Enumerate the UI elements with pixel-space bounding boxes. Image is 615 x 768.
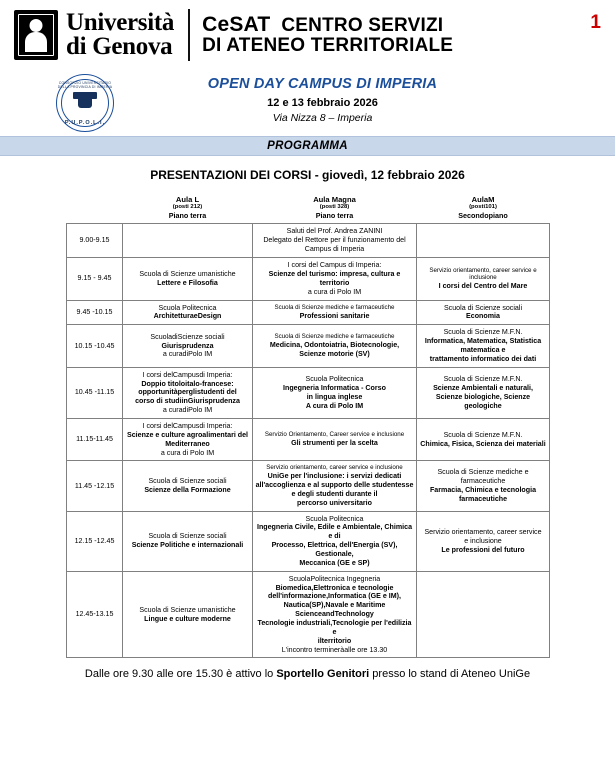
pupoli-ring-text: CONSORZIO UNIVERSITARIO DELLA PROVINCIA DI IMPERIA — [57, 81, 113, 89]
session-line: a curadiPolo IM — [162, 406, 213, 415]
session-line: Economia — [466, 312, 500, 321]
cesat-abbr: CeSAT — [202, 13, 271, 36]
time-slot: 9.15 - 9.45 — [67, 258, 123, 300]
session-line: matematica e — [460, 345, 506, 354]
session-line: Scienze Politiche e internazionali — [131, 541, 244, 550]
university-name-line1: Università — [66, 8, 175, 36]
session-line: ArchitetturaeDesign — [153, 312, 222, 321]
time-slot: 10.45 -11.15 — [67, 367, 123, 418]
divider — [188, 9, 190, 61]
session-aula-l — [123, 367, 253, 418]
session-line: Campus di Imperia — [304, 245, 365, 254]
session-aula-l — [123, 511, 253, 571]
session-aula-magna — [253, 418, 417, 460]
session-aula-m — [417, 325, 550, 367]
session-line: UniGe per l'inclusione: i servizi dedicati — [267, 472, 402, 481]
session-line: Scienze e culture agroalimentari del — [126, 430, 249, 439]
session-aula-m — [417, 224, 550, 258]
session-line: Meccanica (GE e SP) — [299, 558, 370, 567]
session-aula-m — [417, 511, 550, 571]
session-aula-l — [123, 224, 253, 258]
room-name: AulaM — [471, 195, 495, 204]
session-line: ScienceandTechnology — [295, 610, 374, 619]
time-slot: 12.15 -12.45 — [67, 511, 123, 571]
session-aula-magna — [253, 367, 417, 418]
session-line: Farmacia, Chimica e tecnologia — [429, 485, 537, 494]
session-line: Lingue e culture moderne — [144, 614, 231, 623]
room-floor: Piano terra — [168, 211, 207, 221]
session-line: a cura di Polo IM — [160, 448, 215, 457]
session-line: Scuola Politecnica — [305, 375, 364, 384]
time-slot: 9.00-9.15 — [67, 224, 123, 258]
session-line: Ingegneria Informatica - Corso — [283, 383, 386, 392]
session-aula-magna — [253, 571, 417, 658]
pupoli-seal-icon — [56, 74, 114, 132]
table-row — [67, 511, 550, 571]
programma-banner — [0, 136, 615, 156]
session-aula-m — [417, 571, 550, 658]
session-aula-m — [417, 300, 550, 325]
session-line: Informatica, Matematica, Statistica — [424, 337, 542, 346]
session-line: I corsi del Campus di Imperia: — [287, 261, 382, 270]
session-line: Scuola Politecnica — [158, 303, 217, 312]
session-line: Servizio orientamento, career service — [424, 527, 542, 536]
session-line: I corsi delCampusdi Imperia: — [142, 421, 233, 430]
session-line: a cura di Polo IM — [307, 287, 362, 296]
session-line: Doppio titoloitalo-francese: — [141, 379, 234, 388]
time-slot: 11.15-11.45 — [67, 418, 123, 460]
session-aula-magna — [253, 325, 417, 367]
session-line: Servizio Orientamento, Career service e inclusione — [264, 431, 405, 439]
session-aula-magna — [253, 511, 417, 571]
table-row — [67, 325, 550, 367]
session-line: ilterritorio — [317, 636, 352, 645]
session-aula-m — [417, 367, 550, 418]
room-name: Aula L — [175, 195, 200, 204]
session-line: geologiche — [464, 401, 502, 410]
room-seats: (posti101) — [469, 204, 497, 211]
session-line: corso di studiinGiurisprudenza — [135, 397, 240, 406]
session-line: e degli studenti durante il — [291, 489, 378, 498]
session-line: territorio — [319, 278, 350, 287]
event-title: OPEN DAY CAMPUS DI IMPERIA — [207, 76, 438, 92]
session-line: Scienze motorie (SV) — [299, 349, 370, 358]
programme-table — [66, 192, 550, 658]
room-floor: Piano terra — [315, 211, 354, 221]
time-slot: 11.45 -12.15 — [67, 461, 123, 511]
session-aula-l — [123, 418, 253, 460]
session-line: Chimica, Fisica, Scienza dei materiali — [420, 439, 546, 448]
page-number: 1 — [590, 12, 601, 33]
session-line: L'incontro termineràalle ore 13.30 — [281, 645, 388, 654]
time-slot: 10.15 -10.45 — [67, 325, 123, 367]
session-line: Scuola di Scienze umanistiche — [139, 269, 236, 278]
university-name-line2: di Genova — [66, 33, 173, 60]
session-aula-m — [417, 461, 550, 511]
session-line: A cura di Polo IM — [305, 401, 364, 410]
room-name: Aula Magna — [313, 195, 356, 204]
footer-strong: Sportello Genitori — [276, 668, 370, 681]
table-row — [67, 224, 550, 258]
session-line: Saluti del Prof. Andrea ZANINI — [286, 227, 383, 236]
session-aula-magna — [253, 461, 417, 511]
session-line: Lettere e Filosofia — [157, 278, 218, 287]
table-row — [67, 461, 550, 511]
session-line: Medicina, Odontoiatria, Biotecnologie, — [269, 340, 400, 349]
section-subtitle: PRESENTAZIONI DEI CORSI - giovedì, 12 febbraio 2026 — [150, 168, 465, 182]
time-slot: 12.45-13.15 — [67, 571, 123, 658]
session-line: Scuola di Scienze M.F.N. — [443, 375, 523, 384]
session-line: Scuola di Scienze M.F.N. — [443, 328, 523, 337]
session-aula-l — [123, 300, 253, 325]
session-line: trattamento informatico dei dati — [429, 354, 537, 363]
session-line: Scienze del turismo: impresa, cultura e — [268, 269, 401, 278]
session-line: Mediterraneo — [165, 439, 210, 448]
unige-logo — [14, 10, 174, 60]
session-line: Gli strumenti per la scelta — [291, 439, 378, 448]
session-line: Scuola di Scienze M.F.N. — [443, 430, 523, 439]
session-line: Giurisprudenza — [161, 341, 214, 350]
room-seats: (posti 212) — [172, 204, 203, 211]
footer-post: presso lo stand di Ateneo UniGe — [369, 668, 531, 681]
session-line: Scuola di Scienze sociali — [148, 477, 227, 486]
table-header-row — [67, 192, 550, 224]
session-aula-m — [417, 258, 550, 300]
title-block — [0, 66, 615, 132]
session-line: ScuoladiScienze sociali — [150, 332, 225, 341]
table-row — [67, 367, 550, 418]
session-line: ScuolaPolitecnica Ingegneria — [288, 574, 381, 583]
pupoli-acronym: P.U.P.O.L.I. — [64, 120, 106, 126]
session-aula-l — [123, 325, 253, 367]
session-line: Scuola di Scienze mediche e — [437, 468, 529, 477]
session-line: all'accoglienza e al supporto delle studentesse — [255, 481, 414, 489]
session-line: Delegato del Rettore per il funzionamento del — [263, 236, 406, 245]
session-line: Scienze Ambientali e naturali, — [433, 383, 533, 392]
cesat-title — [202, 14, 453, 56]
session-line: opportunitàperglistudenti del — [138, 388, 237, 397]
session-line: a curadiPolo IM — [162, 350, 213, 359]
session-line: in lingua inglese — [306, 392, 363, 401]
session-line: Scuola di Scienze mediche e farmaceutiche — [274, 333, 395, 341]
programma-label: PROGRAMMA — [267, 140, 348, 152]
table-row — [67, 300, 550, 325]
session-line: farmaceutiche — [460, 477, 506, 486]
session-line: Professioni sanitarie — [299, 311, 370, 320]
room-seats: (posti 328) — [319, 204, 350, 211]
session-line: Processo, Elettrica, dell'Energia (SV), Gestionale, — [271, 541, 398, 559]
event-place: Via Nizza 8 – Imperia — [272, 112, 373, 124]
header — [0, 0, 615, 66]
table-header-time — [67, 192, 123, 224]
session-line: Nautica(SP),Navale e Maritime — [283, 601, 386, 610]
session-line: e inclusione — [464, 536, 502, 545]
table-row — [67, 571, 550, 658]
session-aula-magna — [253, 258, 417, 300]
session-line: Scuola di Scienze sociali — [148, 532, 227, 541]
table-row — [67, 418, 550, 460]
session-aula-m — [417, 418, 550, 460]
footer-pre: Dalle ore 9.30 alle ore 15.30 è attivo lo — [84, 668, 277, 681]
programme-table-wrap — [0, 192, 615, 658]
cesat-line1: CENTRO SERVIZI — [281, 15, 444, 36]
session-line: Le professioni del futuro — [441, 545, 525, 554]
university-name — [66, 8, 175, 60]
session-aula-l — [123, 571, 253, 658]
session-line: Scuola di Scienze mediche e farmaceutiche — [274, 304, 395, 312]
session-line: farmaceutiche — [458, 494, 508, 503]
session-aula-magna — [253, 300, 417, 325]
table-row — [67, 258, 550, 300]
session-aula-l — [123, 461, 253, 511]
session-line: Tecnologie industriali,Tecnologie per l'edilizia e — [257, 619, 412, 636]
session-line: Biomedica,Elettronica e tecnologie — [275, 583, 394, 592]
session-line: I corsi del Centro del Mare — [438, 282, 528, 291]
university-crest-icon — [14, 10, 58, 60]
session-aula-magna — [253, 224, 417, 258]
session-aula-l — [123, 258, 253, 300]
session-line: Scuola di Scienze sociali — [443, 303, 523, 312]
table-header-room-aula-l — [123, 192, 253, 224]
event-dates: 12 e 13 febbraio 2026 — [267, 97, 378, 109]
session-line: Scienze della Formazione — [144, 485, 231, 494]
session-line: Servizio orientamento, career service e inclusione — [266, 464, 403, 472]
session-line: dell'informazione,Informatica (GE e IM), — [268, 592, 401, 601]
session-line: Scuola Politecnica — [305, 514, 364, 523]
session-line: Scienze biologiche, Scienze — [435, 392, 531, 401]
session-line: percorso universitario — [297, 498, 372, 507]
session-line: I corsi delCampusdi Imperia: — [142, 370, 233, 379]
cesat-line2: DI ATENEO TERRITORIALE — [202, 35, 454, 57]
time-slot: 9.45 -10.15 — [67, 300, 123, 325]
table-header-room-aula-magna — [253, 192, 417, 224]
session-line: Servizio orientamento, career service e inclusione — [429, 266, 537, 282]
table-header-room-aula-m — [417, 192, 550, 224]
session-line: Ingegneria Civile, Edile e Ambientale, Chimica e di — [256, 523, 413, 541]
session-line: Scuola di Scienze umanistiche — [139, 605, 236, 614]
room-floor: Secondopiano — [458, 211, 508, 221]
footer-note — [0, 668, 615, 680]
